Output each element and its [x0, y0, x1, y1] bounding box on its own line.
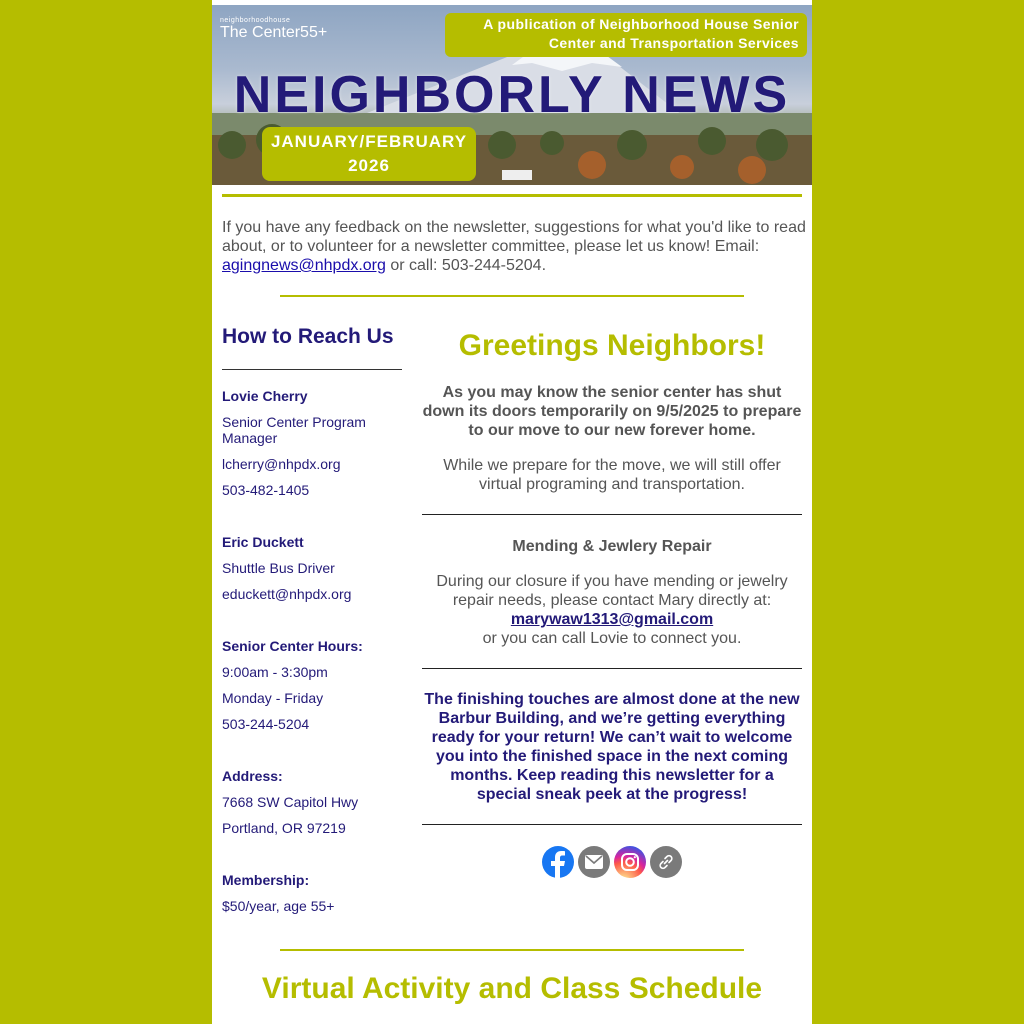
feedback-paragraph: If you have any feedback on the newsletter, suggestions for what you'd like to read about, or to volunteer for a newsletter committee, please let us know! Email: agingnews@nhpdx.org or call: 503-244-5204.	[222, 219, 806, 274]
issue-date-badge: JANUARY/FEBRUARY 2026	[262, 127, 476, 181]
building-update: The finishing touches are almost done at the new Barbur Building, and we’re getting everything ready for your return! We can’t wait to welcome you into the finished space in the next coming months. Keep reading this newsletter for a special sneak peek at the progress!	[424, 691, 800, 803]
email-icon[interactable]	[578, 846, 610, 878]
contact-name: Lovie Cherry	[222, 388, 308, 404]
divider-feedback	[280, 295, 744, 297]
contact-divider	[222, 369, 402, 370]
address-label: Address:	[222, 768, 283, 784]
address-line: 7668 SW Capitol Hwy	[222, 794, 359, 810]
facebook-icon[interactable]	[542, 846, 574, 878]
feedback-email-link[interactable]: agingnews@nhpdx.org	[222, 257, 386, 274]
hours-phone: 503-244-5204	[222, 716, 310, 732]
schedule-heading: Virtual Activity and Class Schedule	[261, 972, 763, 1005]
link-icon[interactable]	[650, 846, 682, 878]
contact-email[interactable]: educkett@nhpdx.org	[222, 586, 352, 602]
greeting-heading: Greetings Neighbors!	[458, 329, 766, 362]
section-divider	[422, 824, 802, 825]
hours-label: Senior Center Hours:	[222, 638, 363, 654]
closure-notice: As you may know the senior center has shut down its doors temporarily on 9/5/2025 to prepare to our move to our new forever home.	[422, 384, 802, 439]
newsletter-title: NEIGHBORLY NEWS	[233, 66, 791, 124]
contact-phone: 503-482-1405	[222, 482, 310, 498]
center55-logo: neighborhoodhouse The Center55+	[220, 17, 328, 41]
contact-title: Senior Center Program Manager	[222, 414, 366, 446]
section-divider	[422, 514, 802, 515]
header-banner	[212, 5, 812, 185]
newsletter-page	[212, 0, 812, 1024]
contact-title: Shuttle Bus Driver	[222, 560, 335, 576]
instagram-icon[interactable]	[614, 846, 646, 878]
contact-email[interactable]: lcherry@nhpdx.org	[222, 456, 341, 472]
contact-sidebar	[222, 325, 402, 924]
main-content	[422, 325, 802, 878]
divider-top	[222, 194, 802, 197]
contact-name: Eric Duckett	[222, 534, 304, 550]
mending-email-link[interactable]: marywaw1313@gmail.com	[510, 611, 714, 628]
mending-heading: Mending & Jewlery Repair	[512, 538, 712, 555]
membership-label: Membership:	[222, 872, 310, 888]
hours-days: Monday - Friday	[222, 690, 324, 706]
hours-time: 9:00am - 3:30pm	[222, 664, 328, 680]
virtual-note: While we prepare for the move, we will still offer virtual programing and transportation.	[443, 457, 781, 493]
mending-text: During our closure if you have mending or jewelry repair needs, please contact Mary directly at: marywaw1313@gmail.com or you can call Lovie to connect you.	[436, 573, 788, 647]
membership-value: $50/year, age 55+	[222, 898, 335, 914]
address-line: Portland, OR 97219	[222, 820, 346, 836]
social-links	[422, 846, 802, 878]
divider-schedule	[280, 949, 744, 951]
section-divider	[422, 668, 802, 669]
contact-heading: How to Reach Us	[222, 325, 394, 348]
publication-tagline: A publication of Neighborhood House Senior Center and Transportation Services	[445, 13, 807, 57]
